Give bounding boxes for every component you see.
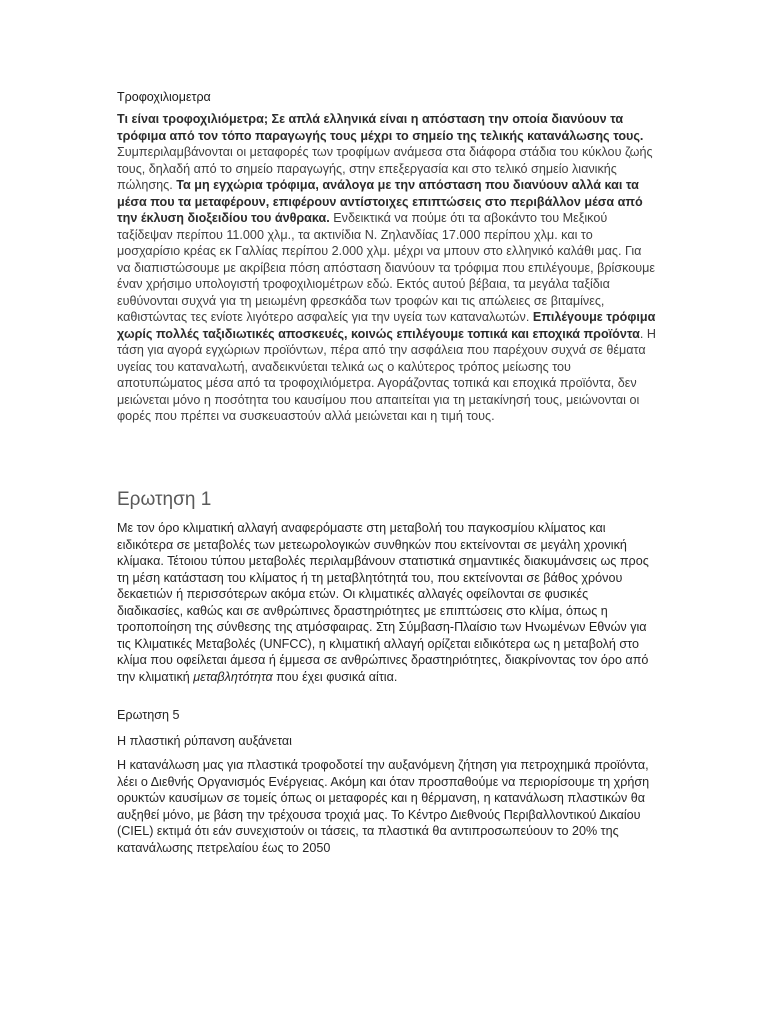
bold-text: Επιλέγουμε τρόφιμα χωρίς πολλές ταξιδιωτικές αποσκευές, κοινώς επιλέγουμε τοπικά και εποχικά προϊόντα (117, 310, 656, 341)
bold-text: Τι είναι τροφοχιλιόμετρα; Σε απλά ελληνικά είναι η απόσταση την οποία διανύουν τα τρόφιμα από τον τόπο παραγωγής τους μέχρι το σημείο της τελικής κατανάλωσης τους. (117, 112, 644, 143)
body-text: Με τον όρο (117, 521, 183, 535)
paragraph-climate-change (117, 520, 657, 685)
body-text: . Στη (368, 620, 399, 634)
body-text: σημαντικές διακυμάνσεις ως προς τη μέση κατάσταση του κλίματος ή τη μεταβλητότητά του, που εκτείνονται σε βάθος χρόνου δεκαετιών ή περισσότερων ακόμα ετών. Οι κλιματικές αλλαγές οφείλονται σε φυσικές διαδικασίες, καθώς και σε ανθρώπινες δραστηριότητες με επιπτώσεις στο κλίμα, όπως η τροποποίηση της σύνθεσης της (117, 554, 649, 634)
body-text: (UNFCC), η κλιματική αλλαγή ορίζεται ειδικότερα ως η μεταβολή στο κλίμα που οφείλεται άμεσα ή έμμεσα σε ανθρώπινες δραστηριότητες, διακρίνοντας τον όρο από την κλιματική (117, 636, 649, 684)
italic-text: μεταβλητότητα (193, 669, 273, 684)
link-climate-change[interactable]: κλιματική αλλαγή (182, 521, 278, 535)
question-5-heading: Ερωτηση 5 (117, 708, 180, 722)
document-title: Τροφοχιλιομετρα (117, 90, 211, 104)
body-text: . Η τάση για αγορά εγχώριων προϊόντων, πέρα από την ασφάλεια που παρέχουν συχνά σε θέματα υγείας του καταναλωτή, αναδεικνύεται τελικά ως ο καλύτερος τρόπος μείωσης του αποτυπώματος μέσα από τα τροφοχιλιόμετρα. Αγοράζοντας τοπικά και εποχικά προϊόντα, δεν μειώνεται μόνο η ποσότητα του καυσίμου που απαιτείται για τη μετακίνησή τους, μειώνονται οι φορές που πρέπει να συσκευαστούν αλλά μειώνεται και η τιμή τους. (117, 326, 656, 423)
body-text: και ειδικότερα σε μεταβολές των (117, 521, 606, 552)
link-atmosphere[interactable]: ατμόσφαιρας (295, 620, 369, 634)
body-text: συνθηκών που εκτείνονται σε μεγάλη χρονική κλίμακα. Τέτοιου τύπου μεταβολές περιλαμβάνουν (117, 537, 627, 568)
bold-text: Τα μη εγχώρια τρόφιμα, ανάλογα με την απόσταση που διανύουν αλλά και τα μέσα που τα μεταφέρουν, επιφέρουν αντίστοιχες επιπτώσεις στο περιβάλλον μέσα από την έκλυση διοξειδίου του άνθρακα. (117, 178, 643, 225)
link-statistical[interactable]: στατιστικά (398, 554, 456, 568)
body-text: που έχει φυσικά αίτια. (272, 669, 398, 684)
link-unfccc[interactable]: Σύμβαση-Πλαίσιο των Ηνωμένων Εθνών για τις Κλιματικές Μεταβολές (117, 620, 647, 651)
body-text: Συμπεριλαμβάνονται οι μεταφορές των τροφίμων ανάμεσα στα διάφορα στάδια του κύκλου ζωής τους, δηλαδή από το σημείο παραγωγής, στην επεξεργασία και στο τελικό σημείο λιανικής πώλησης. (117, 145, 653, 192)
paragraph-food-miles (117, 111, 657, 425)
link-meteorological[interactable]: μετεωρολογικών (278, 537, 371, 552)
section-heading: Ερωτηση 1 (117, 489, 212, 510)
link-climate[interactable]: κλίματος (538, 521, 586, 535)
body-text: Ενδεικτικά να πούμε ότι τα αβοκάντο του Μεξικού ταξίδεψαν περίπου 11.000 χλμ., τα ακτινίδια Ν. Ζηλανδίας 17.000 περίπου χλμ. και το μοσχαρίσιο κρέας εκ Γαλλίας περίπου 2.000 χλμ. μέχρι να μπουν στο ελληνικό καλάθι μας. Για να διαπιστώσουμε με ακρίβεια πόση απόσταση διανύουν τα τρόφιμα που επιλέγουμε, βρίσκουμε έναν χρήσιμο υπολογιστή τροφοχιλιομέτρων εδώ. Εκτός αυτού βέβαια, τα μεγάλα ταξίδια ευθύνονται συχνά για τη μειωμένη φρεσκάδα των τροφών και τις απώλειες σε βιταμίνες, καθιστώντας τες ενίοτε λιγότερο ασφαλείς για την υγεία των καταναλωτών. (117, 211, 656, 324)
body-text: αναφερόμαστε στη μεταβολή του παγκοσμίου (277, 521, 539, 535)
plastic-heading: Η πλαστική ρύπανση αυξάνεται (117, 734, 292, 748)
paragraph-plastic: Η κατανάλωση μας για πλαστικά τροφοδοτεί την αυξανόμενη ζήτηση για πετροχημικά προϊόντα, λέει ο Διεθνής Οργανισμός Ενέργειας. Ακόμη και όταν προσπαθούμε να περιορίσουμε τη χρήση ορυκτών καυσίμων σε τομείς όπως οι μεταφορές και η θέρμανση, η κατανάλωση πλαστικών θα αυξηθεί μόνο, με βάση την τρέχουσα τροχιά μας. Το Κέντρο Διεθνούς Περιβαλλοντικού Δικαίου (CIEL) εκτιμά ότι εάν συνεχιστούν οι τάσεις, τα πλαστικά θα αντιπροσωπεύουν το 20% της κατανάλωσης πετρελαίου έως το 2050 (117, 758, 650, 855)
